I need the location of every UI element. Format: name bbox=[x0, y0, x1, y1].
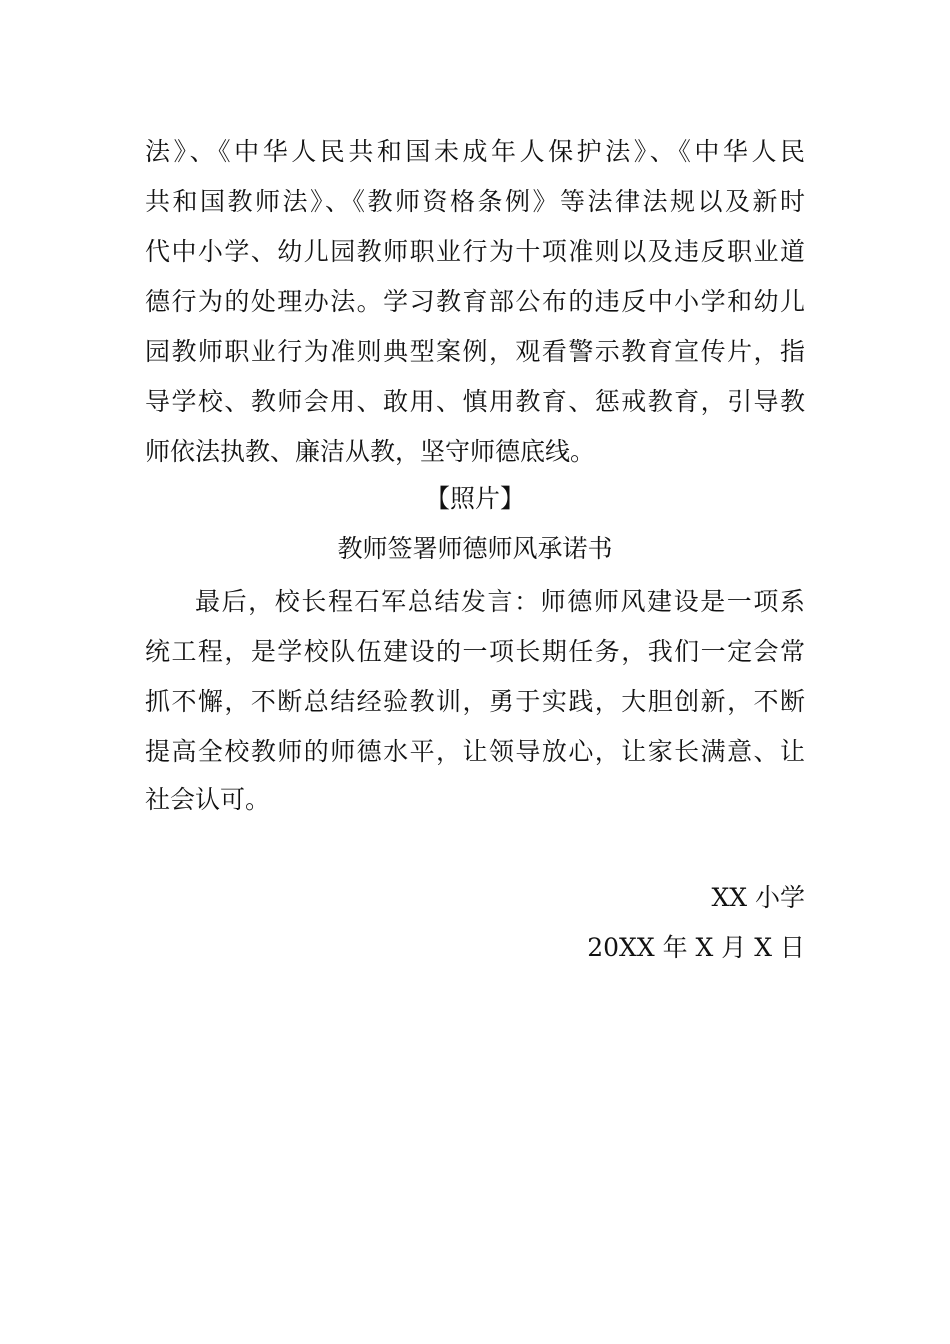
photo-caption: 教师签署师德师风承诺书 bbox=[337, 534, 613, 563]
paragraph-line: 社会认可。 bbox=[145, 785, 271, 814]
signature-date: 20XX 年 X 月 X 日 bbox=[587, 933, 805, 962]
paragraph-line: 导学校、教师会用、敢用、慎用教育、惩戒教育，引导教 bbox=[145, 387, 805, 416]
photo-placeholder: 【照片】 bbox=[424, 484, 525, 513]
paragraph-line: 抓不懈，不断总结经验教训，勇于实践，大胆创新，不断 bbox=[145, 687, 805, 716]
paragraph-line: 提高全校教师的师德水平，让领导放心，让家长满意、让 bbox=[145, 737, 805, 766]
paragraph-line: 法》、《中华人民共和国未成年人保护法》、《中华人民 bbox=[145, 137, 805, 166]
paragraph-line: 德行为的处理办法。学习教育部公布的违反中小学和幼儿 bbox=[145, 287, 805, 316]
signature-organization: XX 小学 bbox=[711, 883, 805, 912]
paragraph-line: 统工程，是学校队伍建设的一项长期任务，我们一定会常 bbox=[145, 637, 805, 666]
paragraph-line: 师依法执教、廉洁从教，坚守师德底线。 bbox=[145, 437, 596, 466]
paragraph-line: 代中小学、幼儿园教师职业行为十项准则以及违反职业道 bbox=[145, 237, 805, 266]
paragraph-line: 共和国教师法》、《教师资格条例》等法律法规以及新时 bbox=[145, 187, 805, 216]
paragraph-line: 最后，校长程石军总结发言：师德师风建设是一项系 bbox=[195, 587, 805, 616]
paragraph-line: 园教师职业行为准则典型案例，观看警示教育宣传片，指 bbox=[145, 337, 805, 366]
